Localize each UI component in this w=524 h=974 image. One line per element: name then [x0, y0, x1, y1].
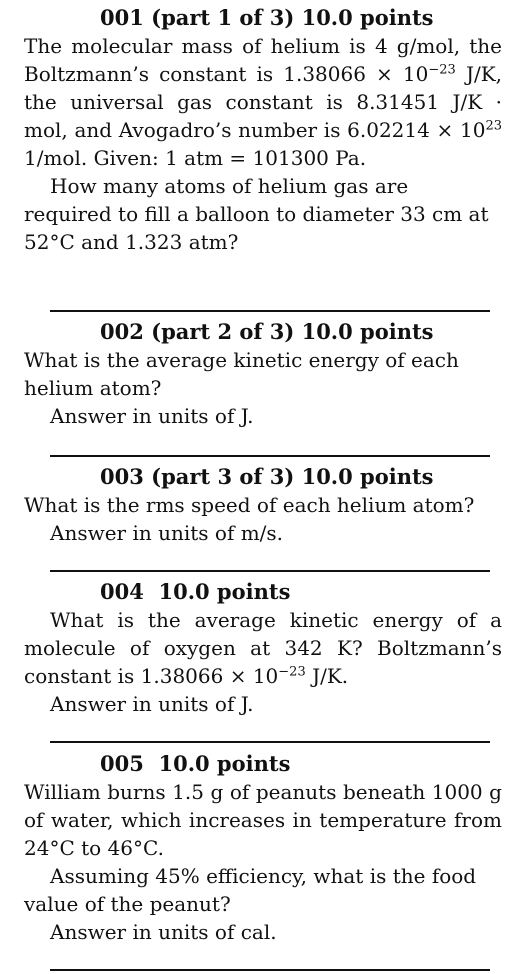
question-001: [24, 4, 502, 256]
question-header: [100, 750, 502, 778]
question-text: How many atoms of helium gas are required to fill a balloon to diameter 33 cm at 52°C and 1.323 atm?: [24, 174, 489, 254]
answer-units: Answer in units of J.: [50, 404, 254, 428]
question-header: [100, 578, 502, 606]
answer-units: Answer in units of cal.: [50, 920, 277, 944]
question-header: 003 (part 3 of 3) 10.0 points: [100, 464, 434, 489]
question-header: 001 (part 1 of 3) 10.0 points: [100, 5, 434, 30]
question-text-part: J/K.: [305, 664, 349, 688]
exponent: −23: [428, 62, 456, 78]
given-text: 1/mol. Given: 1 atm = 101300 Pa.: [24, 146, 367, 170]
question-points: 10.0 points: [158, 579, 291, 604]
divider: [50, 741, 490, 743]
answer-units: Answer in units of m/s.: [50, 521, 284, 545]
question-002: [24, 318, 502, 430]
question-given: [24, 32, 502, 172]
divider: [50, 310, 490, 312]
question-text: What is the rms speed of each helium atom?: [24, 493, 475, 517]
question-003: [24, 463, 502, 547]
question-text: [24, 606, 502, 690]
question-given: William burns 1.5 g of peanuts beneath 1000 g of water, which increases in temperature from 24°C to 46°C.: [24, 780, 502, 860]
question-text: Assuming 45% efficiency, what is the food value of the peanut?: [24, 864, 477, 916]
exponent: −23: [278, 664, 306, 680]
divider: [50, 455, 490, 457]
given-text: J/K, the universal gas constant is 8.31451 J/K · mol, and Avogadro’s number is 6.02214 × 10: [24, 62, 502, 142]
question-text: What is the average kinetic energy of each helium atom?: [24, 348, 459, 400]
question-004: [24, 578, 502, 718]
question-005: [24, 750, 502, 946]
question-header: 002 (part 2 of 3) 10.0 points: [100, 319, 434, 344]
divider: [50, 570, 490, 572]
question-text-part: What is the average kinetic energy of a molecule of oxygen at 342 K? Boltzmann’s constant is 1.38066 × 10: [24, 608, 502, 688]
answer-units: Answer in units of J.: [50, 692, 254, 716]
question-number: 005: [100, 751, 144, 776]
given-text: The molecular mass of helium is 4 g/mol, the Boltzmann’s constant is 1.38066 × 10: [24, 34, 502, 86]
question-number: 004: [100, 579, 144, 604]
divider: [50, 969, 490, 971]
exponent: 23: [485, 118, 502, 134]
question-points: 10.0 points: [158, 751, 291, 776]
